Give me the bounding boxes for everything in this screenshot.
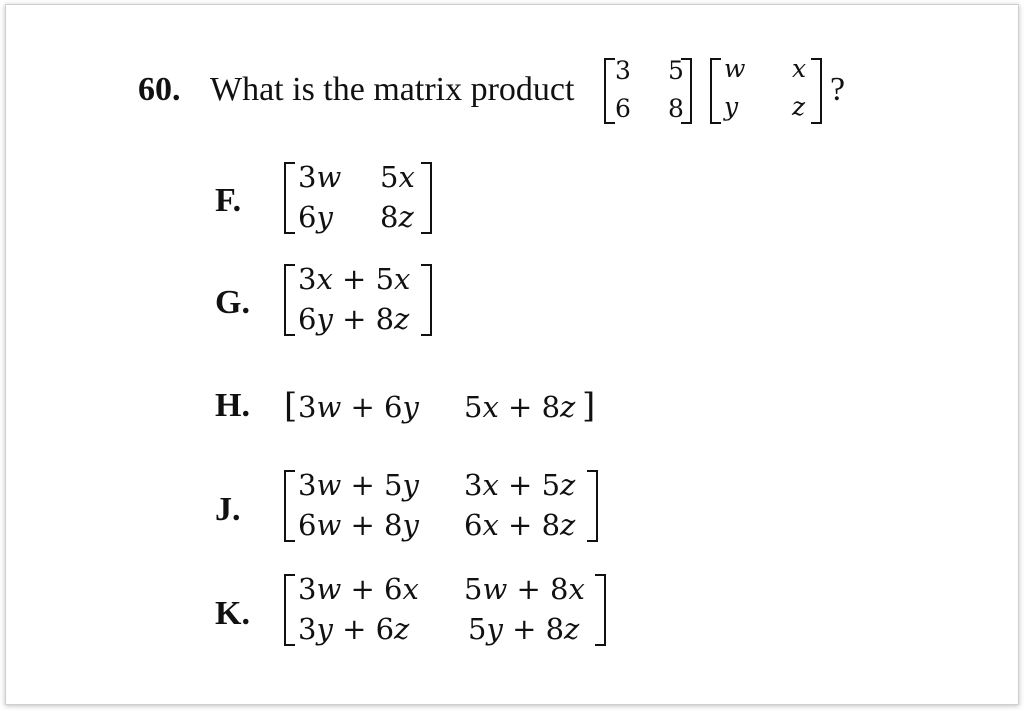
option-g-matrix [284, 262, 432, 338]
option-f-cell: 5x [380, 160, 415, 194]
option-k-matrix [284, 572, 606, 648]
right-bracket [421, 264, 432, 336]
option-h-left-bracket: [ [284, 386, 298, 426]
left-bracket [710, 58, 721, 124]
matrix-a-cell: 6 [615, 94, 631, 123]
left-bracket [284, 470, 295, 542]
option-h-cell: 5x + 8z [464, 390, 576, 424]
option-j-matrix [284, 468, 598, 544]
left-bracket [604, 58, 615, 124]
matrix-b-cell: x [792, 54, 807, 83]
option-j-cell: 3x + 5z [464, 468, 576, 502]
option-j-cell: 3w + 5y [298, 468, 419, 502]
left-bracket [284, 162, 295, 234]
option-k-cell: 5y + 8z [468, 612, 580, 646]
option-j-cell: 6w + 8y [298, 508, 419, 542]
question-number: 60. [138, 71, 181, 108]
option-h-label: H. [215, 387, 250, 424]
option-f-cell: 3w [298, 160, 342, 194]
matrix-a-cell: 8 [668, 94, 684, 123]
matrix-b-cell: y [724, 92, 739, 121]
left-bracket [284, 574, 295, 646]
option-f-cell: 8z [380, 200, 414, 234]
right-bracket [811, 58, 822, 124]
option-k-cell: 5w + 8x [464, 572, 585, 606]
option-f-cell: 6y [298, 200, 333, 234]
question-text: What is the matrix product [210, 71, 575, 108]
matrix-b [710, 56, 822, 126]
right-bracket [595, 574, 606, 646]
question-mark: ? [830, 71, 846, 108]
option-h-cell: 3w + 6y [298, 390, 419, 424]
option-f-label: F. [215, 182, 242, 219]
option-k-label: K. [215, 595, 250, 632]
option-g-cell: 3x + 5x [298, 262, 411, 296]
option-f-matrix [284, 160, 432, 236]
option-j-label: J. [215, 491, 241, 528]
right-bracket [421, 162, 432, 234]
matrix-a-cell: 5 [668, 56, 684, 85]
matrix-a [604, 56, 692, 126]
option-g-cell: 6y + 8z [298, 302, 410, 336]
right-bracket [587, 470, 598, 542]
option-h-right-bracket: ] [582, 386, 596, 426]
option-k-cell: 3w + 6x [298, 572, 419, 606]
option-k-cell: 3y + 6z [298, 612, 410, 646]
matrix-a-cell: 3 [615, 56, 631, 85]
option-j-cell: 6x + 8z [464, 508, 576, 542]
left-bracket [284, 264, 295, 336]
matrix-b-cell: z [792, 92, 806, 121]
option-g-label: G. [215, 284, 250, 321]
matrix-b-cell: w [724, 54, 746, 83]
